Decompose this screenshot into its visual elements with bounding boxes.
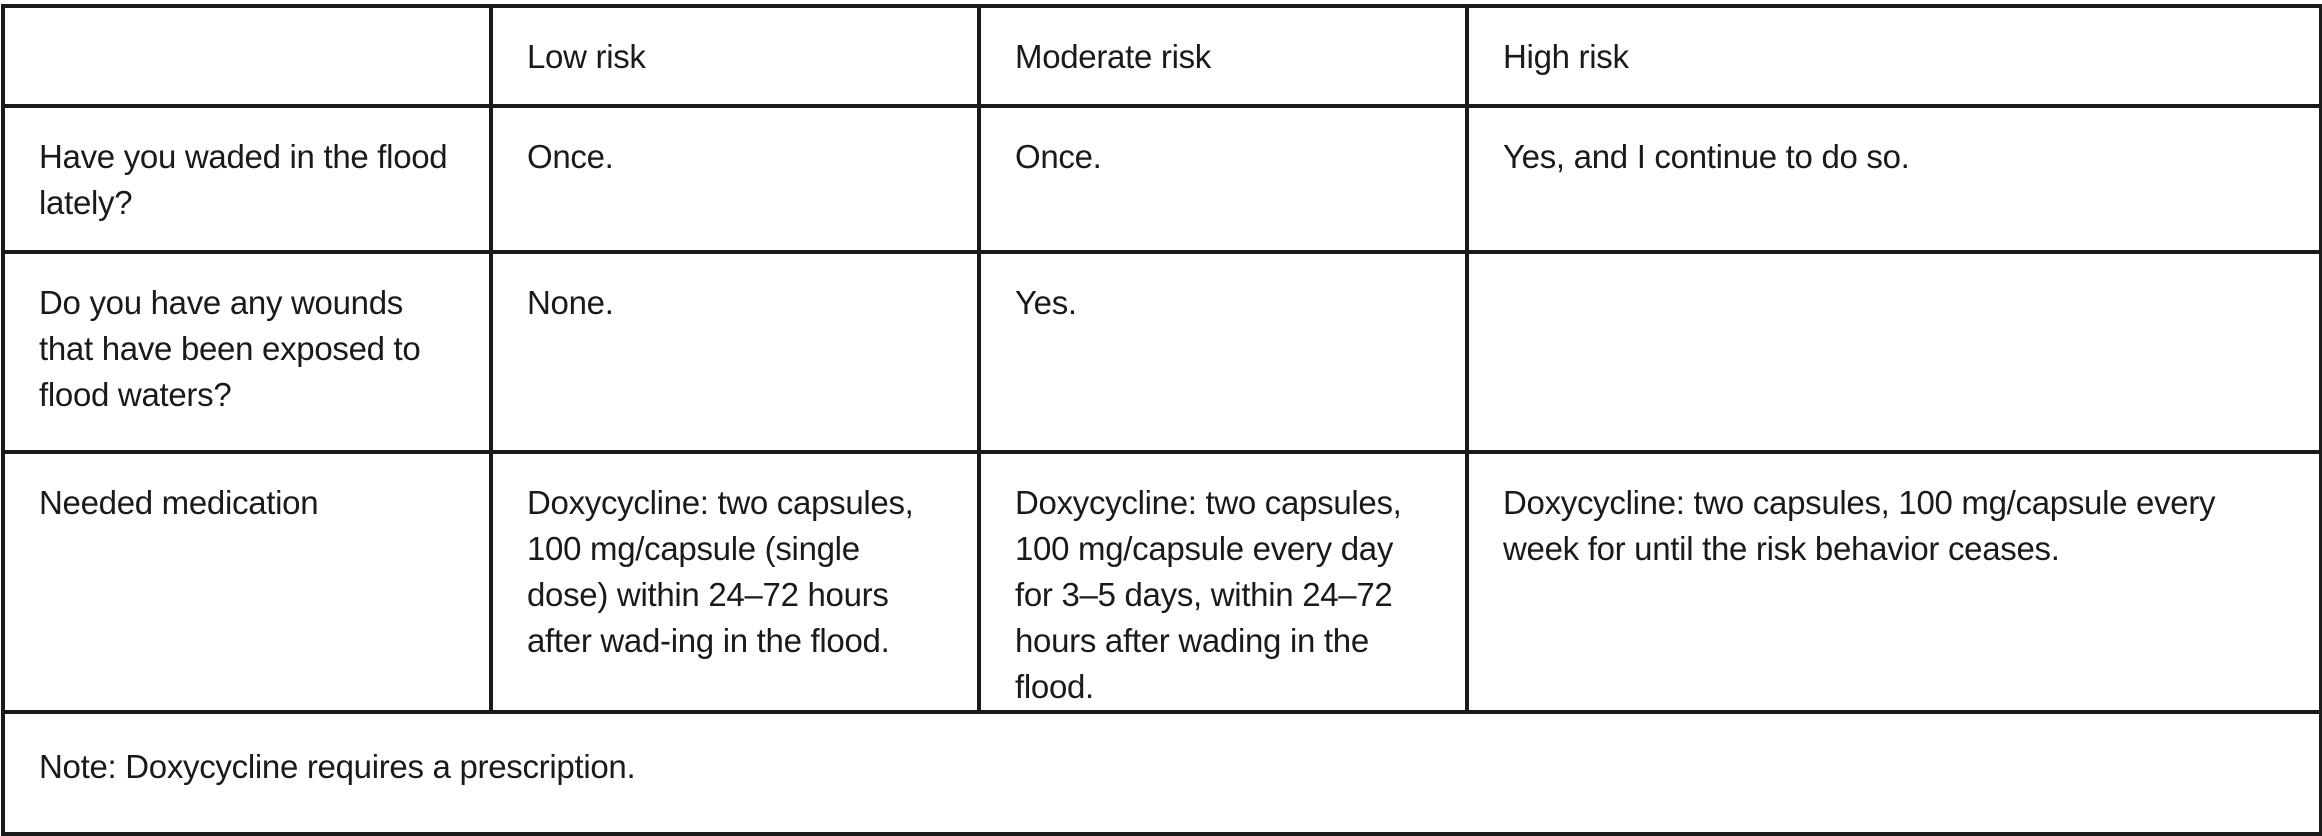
header-corner-cell bbox=[3, 6, 491, 106]
header-row bbox=[3, 6, 2321, 106]
note-cell: Note: Doxycycline requires a prescription. bbox=[3, 712, 2321, 834]
low-risk-cell: Once. bbox=[491, 106, 979, 252]
question-cell: Have you waded in the flood lately? bbox=[3, 106, 491, 252]
risk-table bbox=[1, 4, 2322, 836]
table-row-note bbox=[3, 712, 2321, 834]
header-moderate-risk: Moderate risk bbox=[979, 6, 1467, 106]
moderate-risk-cell: Yes. bbox=[979, 252, 1467, 452]
table-row-waded bbox=[3, 106, 2321, 252]
low-risk-cell: None. bbox=[491, 252, 979, 452]
header-low-risk: Low risk bbox=[491, 6, 979, 106]
high-risk-cell bbox=[1467, 252, 2321, 452]
table-row-wounds bbox=[3, 252, 2321, 452]
low-risk-cell: Doxycycline: two capsules, 100 mg/capsule (single dose) within 24–72 hours after wad-ing in the flood. bbox=[491, 452, 979, 712]
table-row-medication bbox=[3, 452, 2321, 712]
moderate-risk-cell: Once. bbox=[979, 106, 1467, 252]
header-high-risk: High risk bbox=[1467, 6, 2321, 106]
question-cell: Needed medication bbox=[3, 452, 491, 712]
question-cell: Do you have any wounds that have been exposed to flood waters? bbox=[3, 252, 491, 452]
high-risk-cell: Doxycycline: two capsules, 100 mg/capsule every week for until the risk behavior ceases. bbox=[1467, 452, 2321, 712]
moderate-risk-cell: Doxycycline: two capsules, 100 mg/capsule every day for 3–5 days, within 24–72 hours after wading in the flood. bbox=[979, 452, 1467, 712]
high-risk-cell: Yes, and I continue to do so. bbox=[1467, 106, 2321, 252]
